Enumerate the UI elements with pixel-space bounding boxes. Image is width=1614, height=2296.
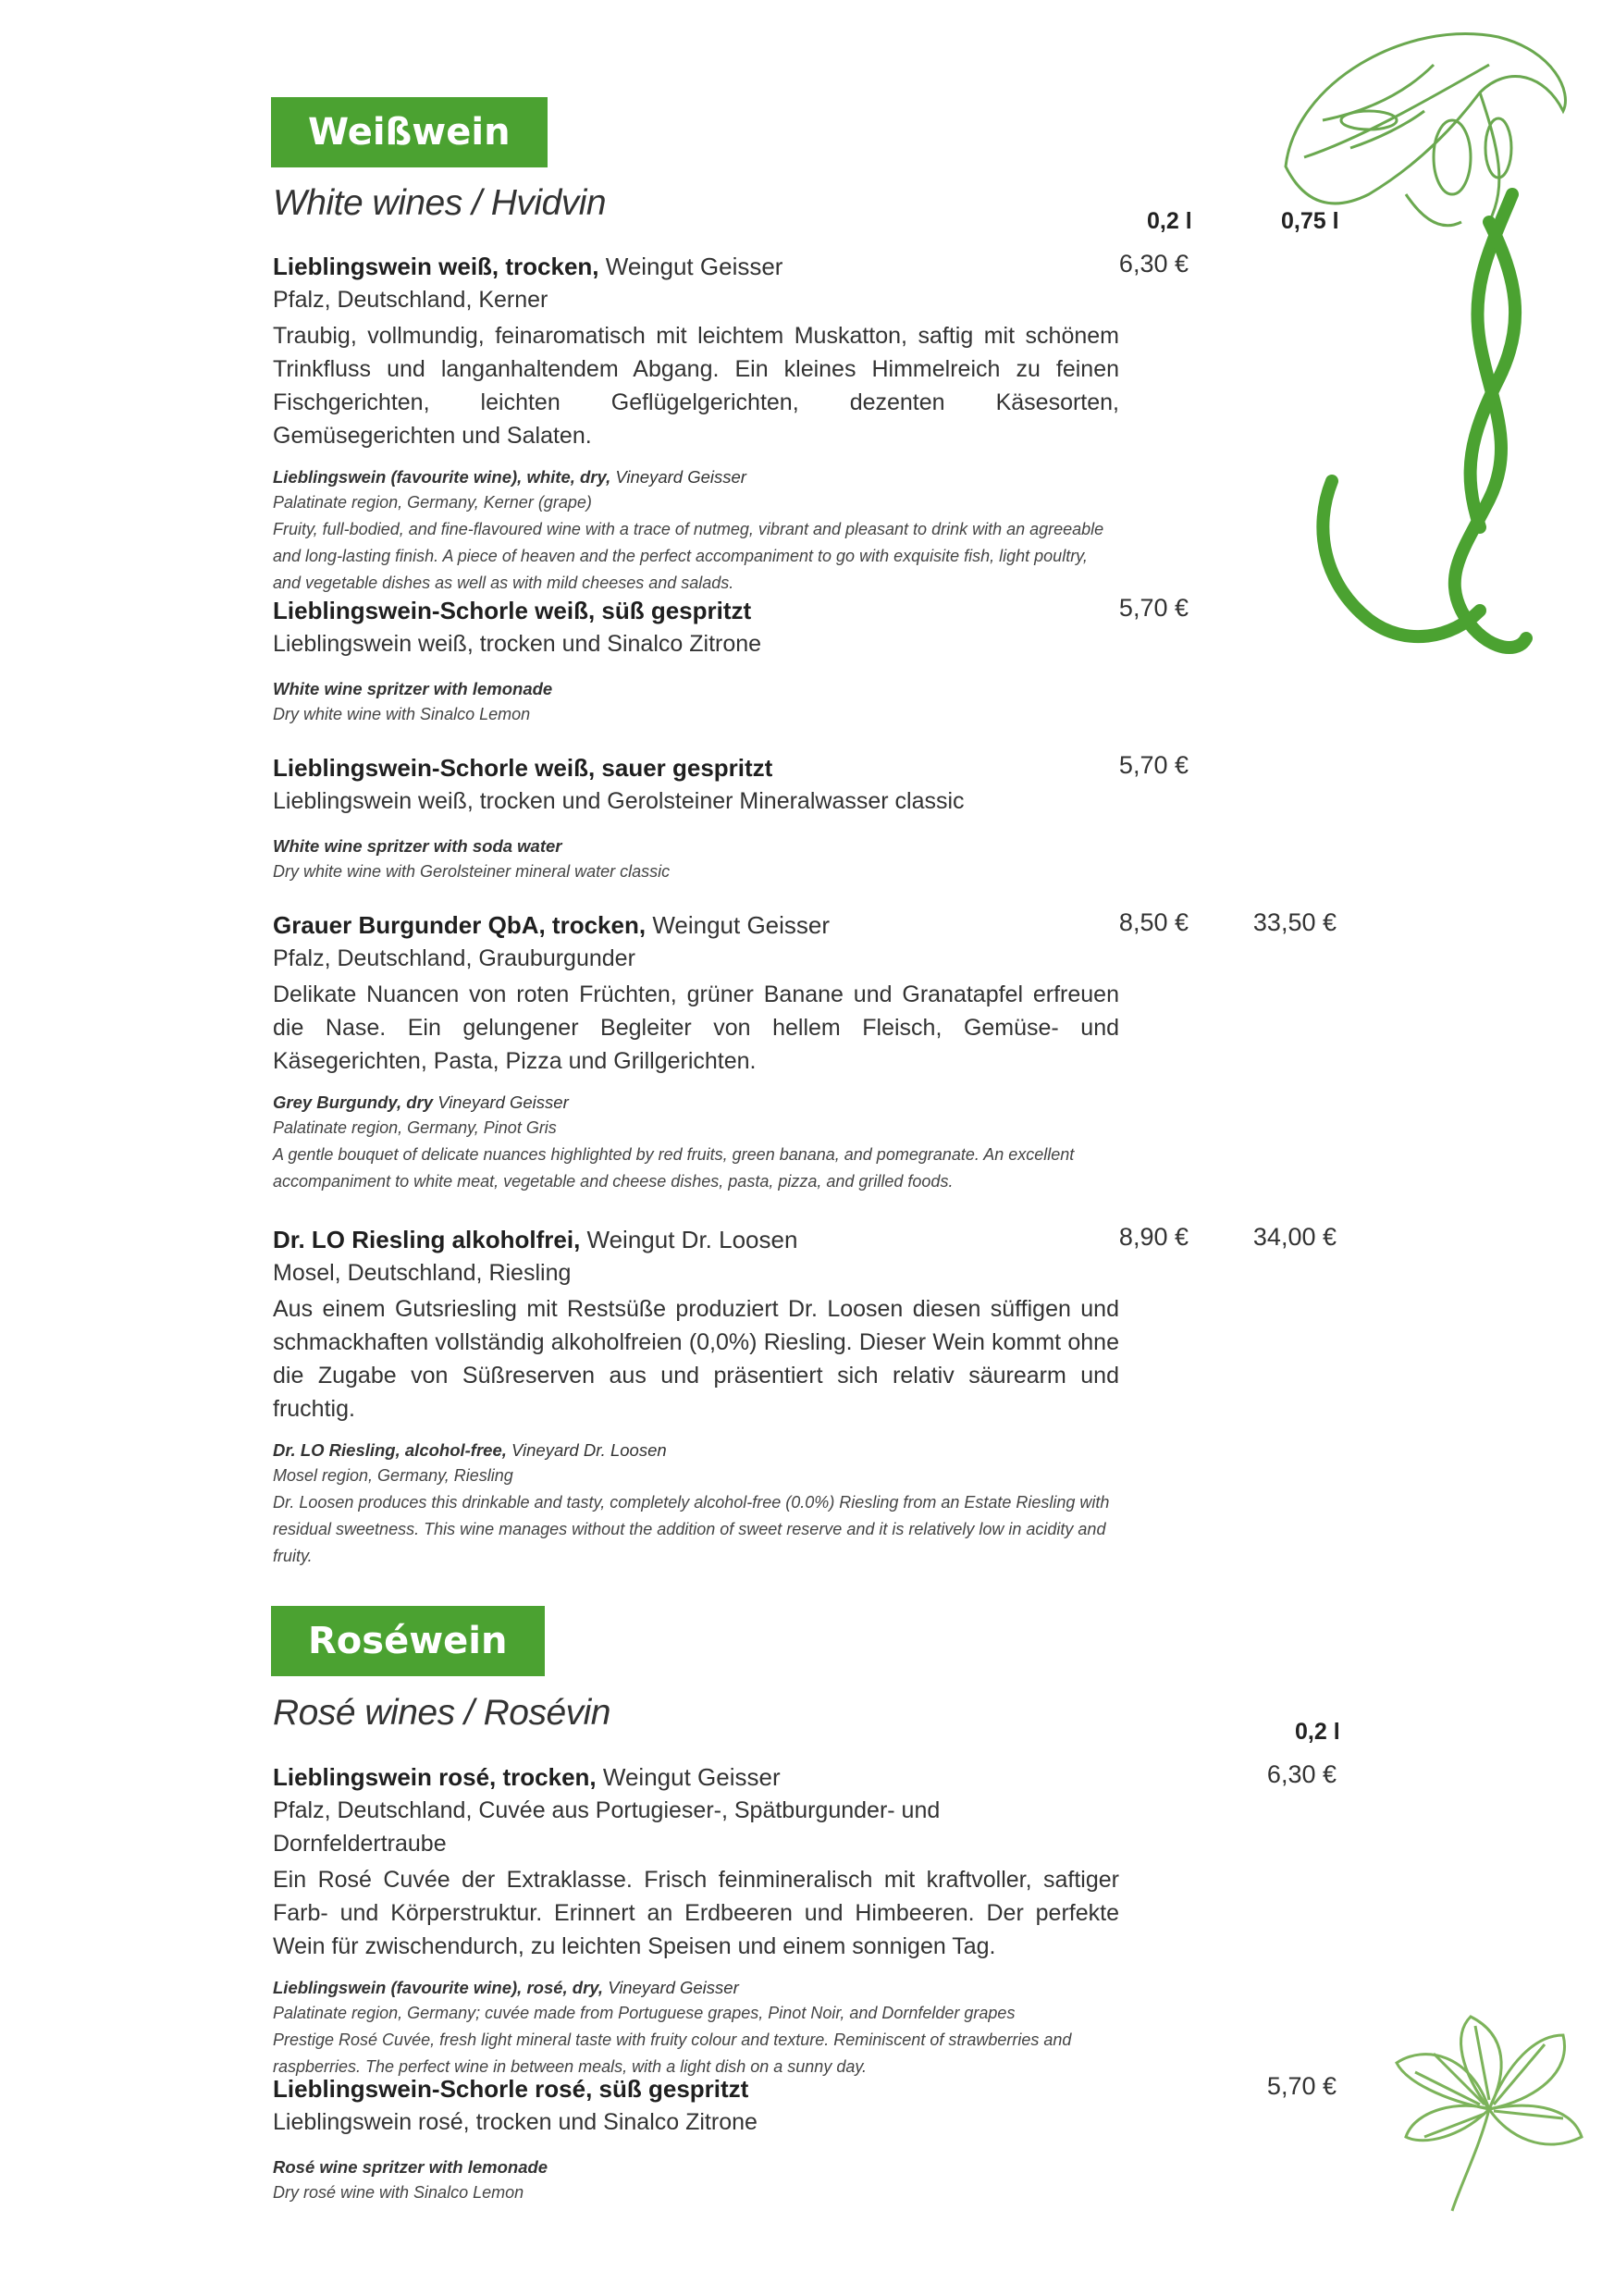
wine-en-description: A gentle bouquet of delicate nuances highlighted by red fruits, green banana, and pomegranate. An excellent accompaniment to white meat, vegetable and cheese dishes, pasta, pizza, and grilled foods. (273, 1145, 1075, 1191)
palm-leaf-icon (1387, 2007, 1591, 2220)
wine-origin: Lieblingswein weiß, trocken und Sinalco Zitrone (273, 631, 762, 657)
price-large: 34,00 € (1252, 1223, 1337, 1251)
wine-en-maker: Vineyard Geisser (437, 1092, 569, 1112)
wine-origin: Mosel, Deutschland, Riesling (273, 1260, 572, 1286)
wine-en-name: Dr. LO Riesling, alcohol-free, (273, 1440, 507, 1460)
wine-en-name: White wine spritzer with lemonade (273, 679, 553, 698)
wine-item (273, 1760, 1119, 2080)
wine-name: Lieblingswein-Schorle weiß, sauer gespritzt (273, 754, 773, 782)
wine-en-origin: Dry white wine with Sinalco Lemon (273, 705, 531, 723)
wine-origin: Lieblingswein rosé, trocken und Sinalco Zitrone (273, 2109, 758, 2135)
section-subtitle-white: White wines / Hvidvin (273, 183, 607, 223)
wine-name: Grauer Burgunder QbA, trocken, (273, 911, 647, 939)
col-head-large: 0,75 l (1281, 208, 1339, 234)
wine-item (273, 751, 1119, 885)
price-small: 5,70 € (1118, 594, 1189, 622)
price-small: 6,30 € (1266, 1760, 1337, 1788)
monstera-leaf-icon (1267, 9, 1582, 685)
wine-description: Aus einem Gutsriesling mit Restsüße produziert Dr. Loosen diesen süffigen und schmackhaften vollständig alkoholfreien (0,0%) Riesling. Dieser Wein kommt ohne die Zugabe von Süßreserven aus und präsentiert sich relativ säurearm und fruchtig. (273, 1296, 1119, 1422)
col-head-small-rose: 0,2 l (1295, 1719, 1340, 1745)
col-head-small: 0,2 l (1147, 208, 1192, 234)
wine-item (273, 594, 1119, 728)
wine-description: Delikate Nuancen von roten Früchten, grüner Banane und Granatapfel erfreuen die Nase. Ein gelungener Begleiter von hellem Fleisch, Gemüse- und Käsegerichten, Pasta, Pizza und Grillgerichten. (273, 981, 1119, 1074)
wine-en-origin: Mosel region, Germany, Riesling (273, 1466, 513, 1485)
wine-en-name: Rosé wine spritzer with lemonade (273, 2157, 548, 2177)
wine-en-maker: Vineyard Geisser (608, 1978, 739, 1997)
wine-en-origin: Palatinate region, Germany, Kerner (grape) (273, 493, 592, 512)
wine-origin: Pfalz, Deutschland, Kerner (273, 287, 548, 313)
wine-name: Lieblingswein rosé, trocken, (273, 1763, 597, 1791)
wine-name: Lieblingswein-Schorle rosé, süß gespritzt (273, 2075, 749, 2103)
wine-name: Dr. LO Riesling alkoholfrei, (273, 1226, 581, 1253)
wine-en-description: Prestige Rosé Cuvée, fresh light mineral taste with fruity colour and texture. Reminiscent of strawberries and raspberries. The perfect wine in between meals, with a light dish on a sunny day. (273, 2031, 1072, 2076)
wine-description: Ein Rosé Cuvée der Extraklasse. Frisch feinmineralisch mit kraftvoller, saftiger Farb- und Körperstruktur. Erinnert an Erdbeeren und Himbeeren. Der perfekte Wein für zwischendurch, zu leichten Speisen und einem sonnigen Tag. (273, 1867, 1119, 1959)
wine-en-name: Grey Burgundy, dry (273, 1092, 434, 1112)
price-small: 5,70 € (1118, 751, 1189, 779)
wine-en-maker: Vineyard Dr. Loosen (511, 1440, 667, 1460)
wine-item (273, 908, 1119, 1195)
wine-en-description: Dr. Loosen produces this drinkable and tasty, completely alcohol-free (0.0%) Riesling from an Estate Riesling with residual sweetness. This wine manages without the addition of sweet reserve and it is relatively low in acidity and fruity. (273, 1493, 1110, 1565)
wine-description: Traubig, vollmundig, feinaromatisch mit leichtem Muskatton, saftig mit schönem Trinkfluss und langanhaltendem Abgang. Ein kleines Himmelreich zu feinen Fischgerichten, leichten Geflügelgerichten, dezenten Käsesorten, Gemüsegerichten und Salaten. (273, 323, 1119, 449)
wine-en-name: Lieblingswein (favourite wine), rosé, dry, (273, 1978, 604, 1997)
wine-maker: Weingut Geisser (605, 253, 783, 280)
price-small: 8,50 € (1118, 908, 1189, 936)
wine-name: Lieblingswein weiß, trocken, (273, 253, 599, 280)
wine-item (273, 2072, 1119, 2206)
wine-en-origin: Palatinate region, Germany, Pinot Gris (273, 1118, 557, 1137)
wine-origin: Pfalz, Deutschland, Grauburgunder (273, 945, 635, 971)
wine-origin: Pfalz, Deutschland, Cuvée aus Portugieser-, Spätburgunder- und Dornfeldertraube (273, 1797, 941, 1857)
price-small: 8,90 € (1118, 1223, 1189, 1251)
wine-en-name: Lieblingswein (favourite wine), white, dry, (273, 467, 611, 487)
wine-maker: Weingut Geisser (602, 1763, 781, 1791)
wine-item (273, 250, 1119, 597)
wine-en-name: White wine spritzer with soda water (273, 836, 562, 856)
wine-en-origin: Dry rosé wine with Sinalco Lemon (273, 2183, 524, 2202)
wine-en-description: Fruity, full-bodied, and fine-flavoured wine with a trace of nutmeg, vibrant and pleasant to drink with an agreeable and long-lasting finish. A piece of heaven and the perfect accompaniment to go with exquisite fish, light poultry, and vegetable dishes as well as with mild cheeses and salads. (273, 520, 1104, 592)
section-subtitle-rose: Rosé wines / Rosévin (273, 1693, 610, 1733)
wine-origin: Lieblingswein weiß, trocken und Gerolsteiner Mineralwasser classic (273, 788, 965, 814)
wine-name: Lieblingswein-Schorle weiß, süß gespritzt (273, 597, 752, 624)
wine-en-origin: Dry white wine with Gerolsteiner mineral water classic (273, 862, 671, 881)
price-small: 5,70 € (1266, 2072, 1337, 2100)
price-small: 6,30 € (1118, 250, 1189, 278)
wine-maker: Weingut Geisser (652, 911, 831, 939)
section-badge-white: Weißwein (271, 97, 548, 167)
wine-maker: Weingut Dr. Loosen (586, 1226, 798, 1253)
wine-en-origin: Palatinate region, Germany; cuvée made from Portuguese grapes, Pinot Noir, and Dornfelder grapes (273, 2004, 1016, 2022)
wine-en-maker: Vineyard Geisser (615, 467, 746, 487)
price-large: 33,50 € (1252, 908, 1337, 936)
section-badge-rose: Roséwein (271, 1606, 545, 1676)
wine-item (273, 1223, 1119, 1570)
